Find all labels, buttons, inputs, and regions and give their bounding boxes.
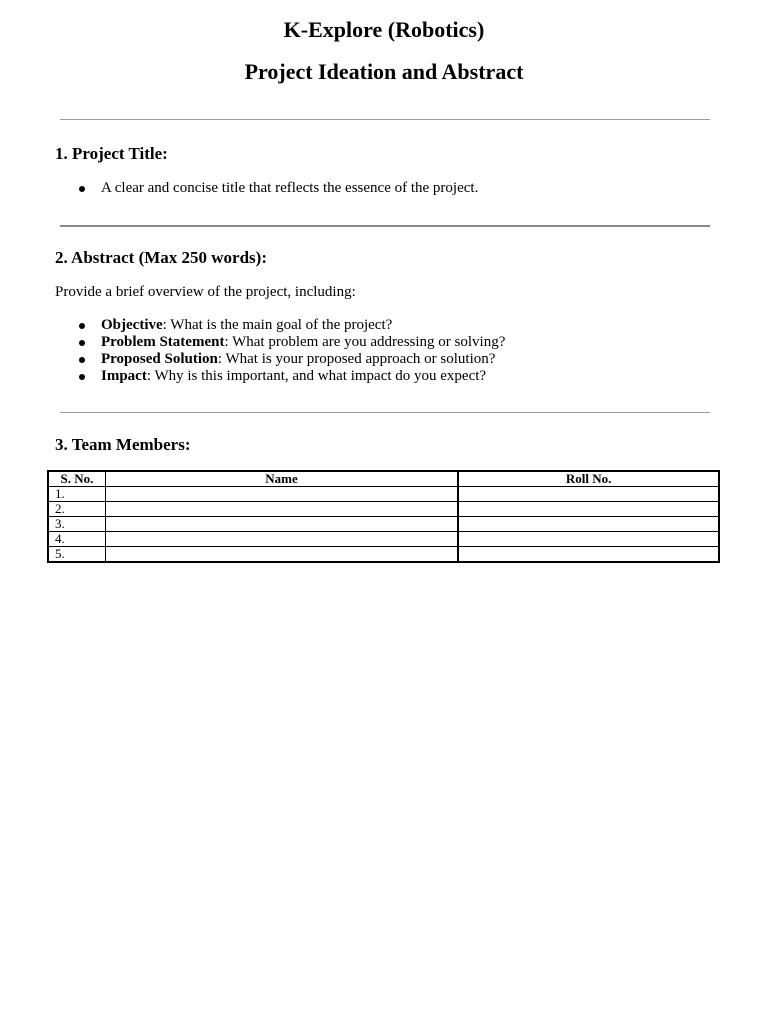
serial-cell: 3. — [48, 517, 105, 532]
roll-no-cell[interactable] — [458, 502, 719, 517]
name-cell[interactable] — [105, 517, 458, 532]
list-item — [55, 180, 478, 197]
list-item — [55, 368, 505, 385]
table-row — [48, 487, 719, 502]
roll-no-cell[interactable] — [458, 547, 719, 563]
team-members-table — [47, 470, 720, 563]
bullet-icon — [79, 323, 85, 329]
list-item-text: : Why is this important, and what impact do you expect? — [146, 368, 487, 384]
list-item-label: Impact — [101, 368, 147, 384]
roll-no-cell[interactable] — [458, 487, 719, 502]
list-item — [55, 334, 505, 351]
table-header-row — [48, 471, 719, 487]
name-cell[interactable] — [105, 502, 458, 517]
serial-cell: 1. — [48, 487, 105, 502]
list-item — [55, 351, 505, 368]
list-item-text: : What is the main goal of the project? — [162, 317, 393, 333]
table-row — [48, 502, 719, 517]
bullet-icon — [79, 374, 85, 380]
document-subtitle: Project Ideation and Abstract — [244, 59, 524, 84]
roll-no-cell[interactable] — [458, 532, 719, 547]
section-heading-project-title: 1. Project Title: — [55, 144, 168, 163]
bullet-icon — [79, 186, 85, 192]
table-row — [48, 532, 719, 547]
section-heading-team-members: 3. Team Members: — [55, 435, 191, 454]
divider — [60, 225, 710, 227]
document-title: K-Explore (Robotics) — [283, 17, 485, 42]
serial-cell: 4. — [48, 532, 105, 547]
column-header-serial: S. No. — [48, 471, 105, 487]
serial-cell: 2. — [48, 502, 105, 517]
list-item-label: Objective — [101, 317, 163, 333]
roll-no-cell[interactable] — [458, 517, 719, 532]
table-row — [48, 547, 719, 563]
table-row — [48, 517, 719, 532]
section-heading-abstract: 2. Abstract (Max 250 words): — [55, 248, 267, 267]
abstract-intro: Provide a brief overview of the project, including: — [55, 284, 356, 300]
name-cell[interactable] — [105, 487, 458, 502]
divider — [60, 412, 710, 413]
bullet-icon — [79, 340, 85, 346]
serial-cell: 5. — [48, 547, 105, 563]
divider — [60, 119, 710, 120]
name-cell[interactable] — [105, 532, 458, 547]
list-item-label: Proposed Solution — [101, 351, 218, 367]
bullet-icon — [79, 357, 85, 363]
abstract-bullets — [55, 317, 505, 385]
column-header-roll-no: Roll No. — [458, 471, 719, 487]
list-item-label: Problem Statement — [101, 334, 225, 350]
list-item-text: : What problem are you addressing or solving? — [224, 334, 506, 350]
list-item — [55, 317, 505, 334]
list-item-text: A clear and concise title that reflects the essence of the project. — [101, 180, 479, 196]
column-header-name: Name — [105, 471, 458, 487]
list-item-text: : What is your proposed approach or solution? — [217, 351, 496, 367]
project-title-bullets — [55, 180, 478, 197]
name-cell[interactable] — [105, 547, 458, 563]
